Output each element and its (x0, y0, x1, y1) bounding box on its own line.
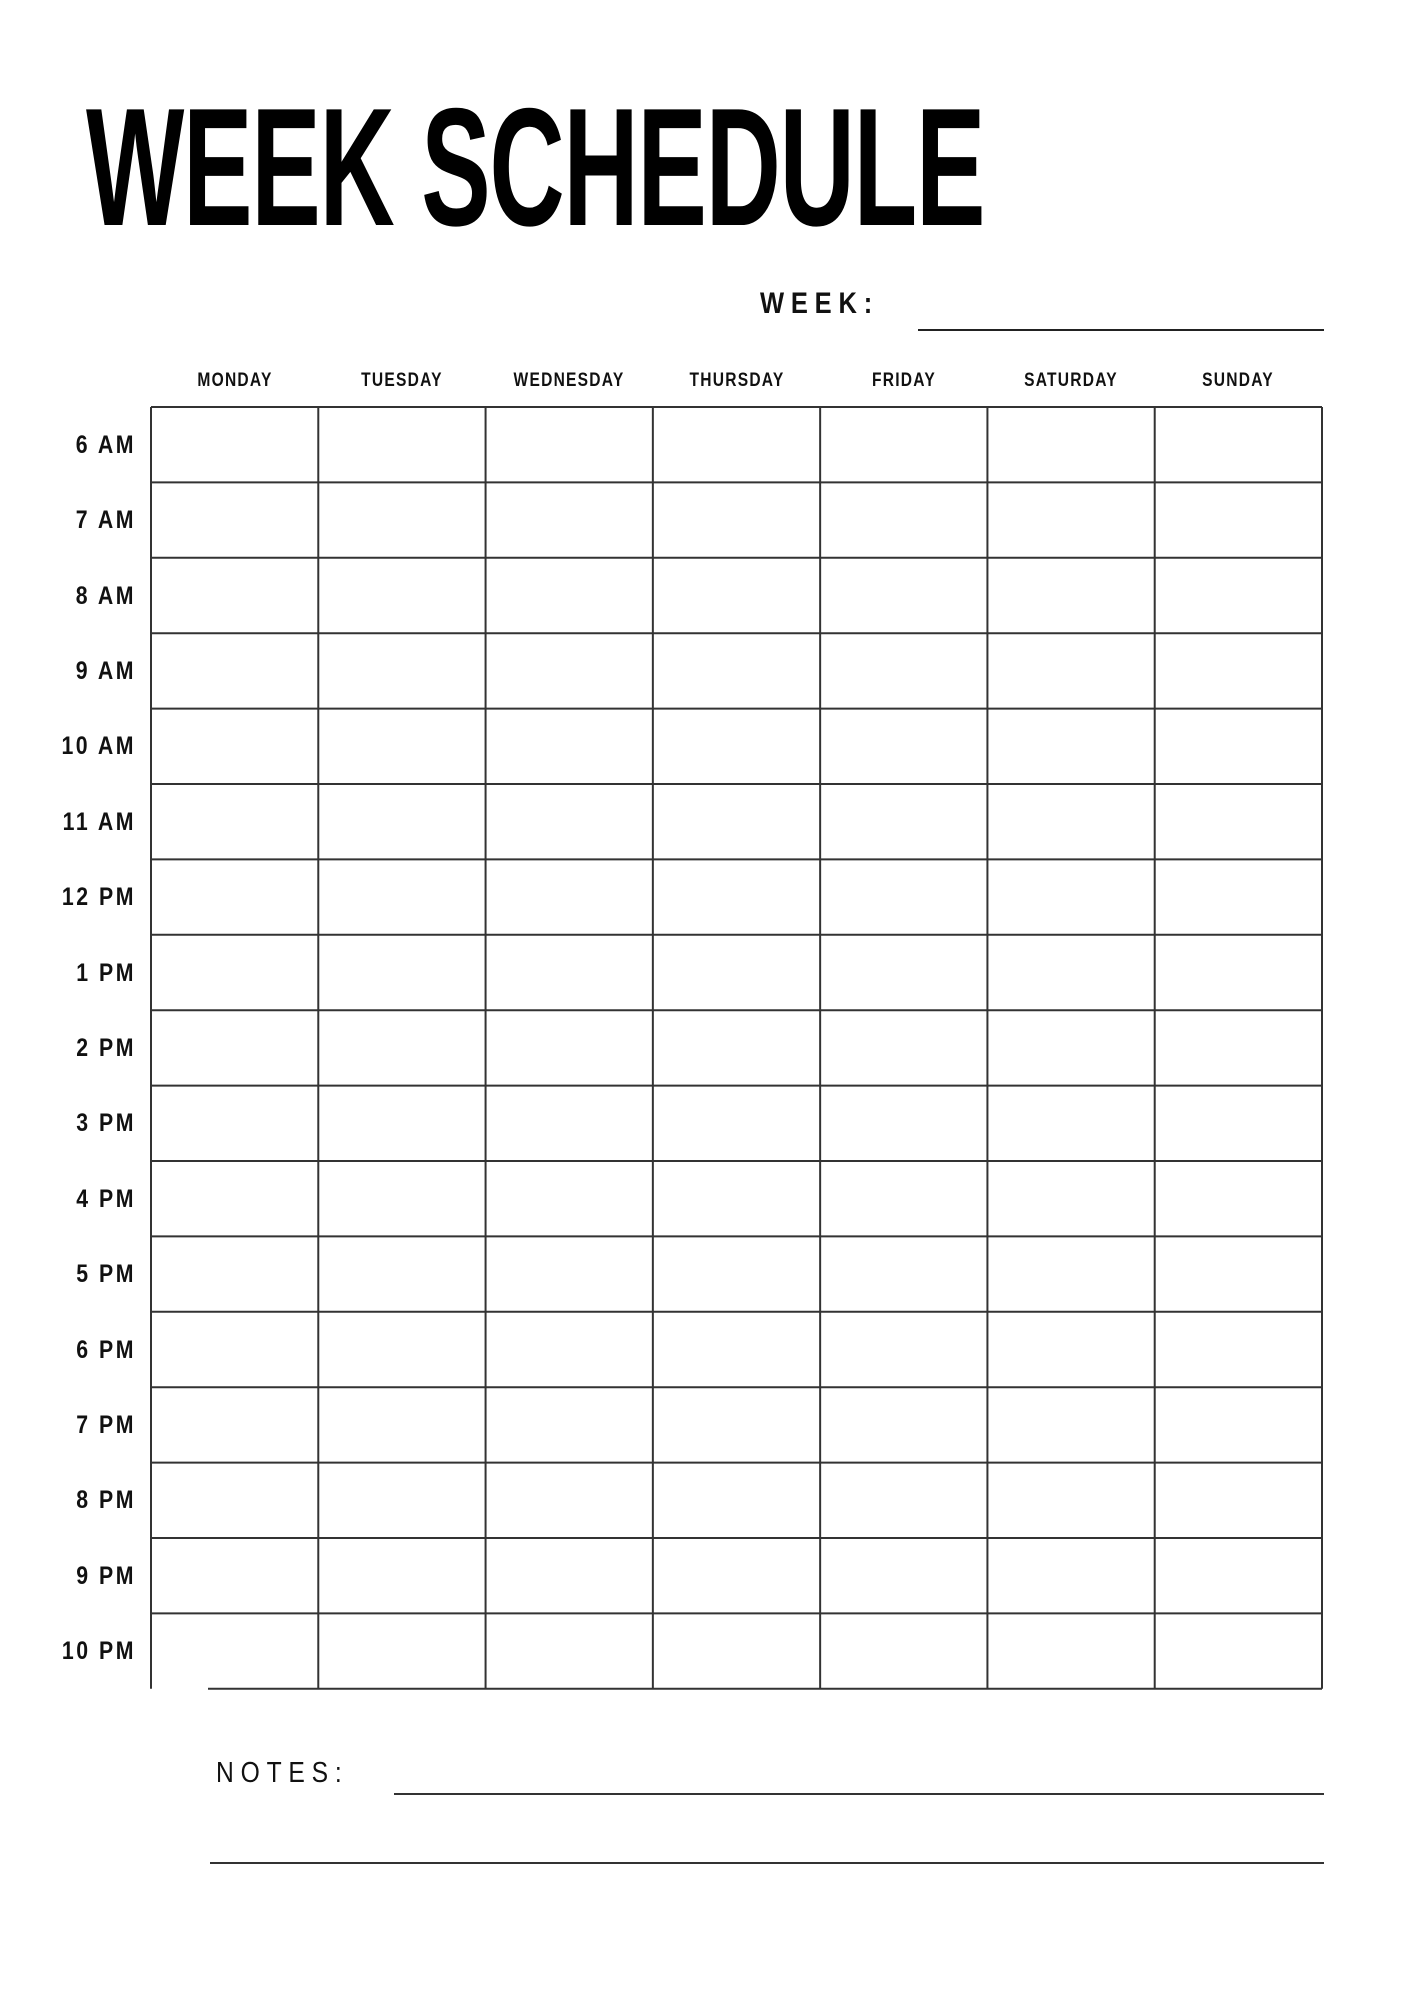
schedule-cell[interactable] (487, 1313, 652, 1386)
schedule-cell[interactable] (1156, 1313, 1321, 1386)
schedule-cell[interactable] (152, 1614, 317, 1687)
schedule-cell[interactable] (821, 860, 986, 933)
day-header-thursday: THURSDAY (689, 370, 784, 391)
schedule-cell[interactable] (319, 559, 484, 632)
schedule-cell[interactable] (821, 408, 986, 481)
schedule-cell[interactable] (821, 1237, 986, 1310)
schedule-cell[interactable] (654, 1087, 819, 1160)
time-label: 5 PM (76, 1260, 136, 1289)
time-label: 9 AM (75, 656, 136, 685)
schedule-cell[interactable] (487, 634, 652, 707)
day-header-sunday: SUNDAY (1202, 370, 1275, 391)
schedule-cell[interactable] (319, 1614, 484, 1687)
schedule-cell[interactable] (152, 710, 317, 783)
time-label: 4 PM (76, 1184, 136, 1213)
schedule-cell[interactable] (988, 710, 1153, 783)
schedule-cell[interactable] (988, 634, 1153, 707)
schedule-cell[interactable] (1156, 1539, 1321, 1612)
schedule-cell[interactable] (821, 1011, 986, 1084)
schedule-cell[interactable] (654, 1237, 819, 1310)
schedule-cell[interactable] (1156, 1464, 1321, 1537)
schedule-cell[interactable] (152, 559, 317, 632)
schedule-cell[interactable] (152, 1087, 317, 1160)
schedule-cell[interactable] (1156, 860, 1321, 933)
time-label: 12 PM (61, 883, 136, 912)
schedule-cell[interactable] (152, 483, 317, 556)
schedule-cell[interactable] (988, 860, 1153, 933)
schedule-cell[interactable] (152, 1313, 317, 1386)
schedule-cell[interactable] (988, 1011, 1153, 1084)
schedule-cell[interactable] (988, 1614, 1153, 1687)
schedule-cell[interactable] (654, 1539, 819, 1612)
schedule-cell[interactable] (152, 1162, 317, 1235)
schedule-cell[interactable] (487, 1162, 652, 1235)
schedule-cell[interactable] (487, 1087, 652, 1160)
schedule-cell[interactable] (821, 1162, 986, 1235)
schedule-cell[interactable] (487, 860, 652, 933)
schedule-cell[interactable] (821, 1464, 986, 1537)
schedule-cell[interactable] (1156, 483, 1321, 556)
schedule-cell[interactable] (988, 1388, 1153, 1461)
schedule-cell[interactable] (988, 1087, 1153, 1160)
schedule-cell[interactable] (487, 408, 652, 481)
schedule-cell[interactable] (1156, 1087, 1321, 1160)
schedule-cell[interactable] (654, 408, 819, 481)
schedule-cell[interactable] (988, 1162, 1153, 1235)
schedule-cell[interactable] (152, 634, 317, 707)
schedule-cell[interactable] (487, 1464, 652, 1537)
schedule-cell[interactable] (821, 1388, 986, 1461)
schedule-cell[interactable] (487, 1237, 652, 1310)
schedule-cell[interactable] (821, 634, 986, 707)
time-label: 8 PM (76, 1486, 136, 1515)
schedule-cell[interactable] (654, 483, 819, 556)
day-header-monday: MONDAY (197, 370, 273, 391)
notes-label: NOTES: (216, 1757, 349, 1789)
schedule-cell[interactable] (1156, 408, 1321, 481)
schedule-cell[interactable] (487, 1011, 652, 1084)
schedule-cell[interactable] (654, 936, 819, 1009)
schedule-cell[interactable] (319, 860, 484, 933)
time-label: 11 AM (62, 807, 136, 836)
time-label: 9 PM (76, 1561, 136, 1590)
schedule-cell[interactable] (1156, 634, 1321, 707)
schedule-cell[interactable] (988, 408, 1153, 481)
schedule-cell[interactable] (487, 483, 652, 556)
schedule-cell[interactable] (319, 936, 484, 1009)
time-label: 10 AM (61, 732, 136, 761)
schedule-cell[interactable] (319, 710, 484, 783)
schedule-cell[interactable] (319, 1313, 484, 1386)
schedule-cell[interactable] (654, 1011, 819, 1084)
schedule-cell[interactable] (821, 1614, 986, 1687)
schedule-cell[interactable] (654, 1614, 819, 1687)
schedule-cell[interactable] (319, 785, 484, 858)
time-label: 8 AM (75, 581, 136, 610)
time-label: 7 PM (76, 1410, 136, 1439)
schedule-cell[interactable] (487, 936, 652, 1009)
time-label: 3 PM (76, 1109, 136, 1138)
schedule-cell[interactable] (319, 634, 484, 707)
schedule-cell[interactable] (319, 1237, 484, 1310)
schedule-cell[interactable] (1156, 1011, 1321, 1084)
time-label: 6 AM (75, 430, 136, 459)
week-label: WEEK: (760, 287, 879, 320)
day-header-saturday: SATURDAY (1024, 370, 1118, 391)
schedule-cell[interactable] (319, 408, 484, 481)
schedule-cell[interactable] (1156, 559, 1321, 632)
time-label: 10 PM (61, 1637, 136, 1666)
schedule-cell[interactable] (654, 1313, 819, 1386)
day-header-tuesday: TUESDAY (361, 370, 443, 391)
schedule-cell[interactable] (988, 483, 1153, 556)
schedule-cell[interactable] (821, 936, 986, 1009)
schedule-cell[interactable] (319, 1011, 484, 1084)
schedule-cell[interactable] (654, 1388, 819, 1461)
time-label: 6 PM (76, 1335, 136, 1364)
schedule-cell[interactable] (1156, 1237, 1321, 1310)
schedule-cell[interactable] (1156, 785, 1321, 858)
schedule-cell[interactable] (319, 483, 484, 556)
schedule-cell[interactable] (654, 1162, 819, 1235)
schedule-cell[interactable] (1156, 1162, 1321, 1235)
schedule-cell[interactable] (821, 1313, 986, 1386)
schedule-cell[interactable] (988, 1539, 1153, 1612)
schedule-cell[interactable] (654, 710, 819, 783)
schedule-cell[interactable] (654, 860, 819, 933)
schedule-cell[interactable] (1156, 936, 1321, 1009)
schedule-cell[interactable] (152, 408, 317, 481)
schedule-cell[interactable] (654, 634, 819, 707)
schedule-cell[interactable] (319, 1539, 484, 1612)
schedule-cell[interactable] (152, 936, 317, 1009)
day-header-friday: FRIDAY (871, 370, 936, 391)
schedule-cell[interactable] (487, 559, 652, 632)
schedule-cell[interactable] (988, 1313, 1153, 1386)
day-header-wednesday: WEDNESDAY (513, 370, 625, 391)
schedule-cell[interactable] (654, 785, 819, 858)
notes-line-1[interactable] (394, 1793, 1324, 1795)
schedule-cell[interactable] (821, 710, 986, 783)
page-title: WEEK SCHEDULE (86, 73, 985, 261)
time-label: 1 PM (76, 958, 136, 987)
schedule-cell[interactable] (152, 1237, 317, 1310)
schedule-cell[interactable] (152, 785, 317, 858)
schedule-cell[interactable] (988, 936, 1153, 1009)
schedule-cell[interactable] (487, 710, 652, 783)
schedule-cell[interactable] (487, 1614, 652, 1687)
time-label: 7 AM (75, 506, 136, 535)
schedule-cell[interactable] (654, 1464, 819, 1537)
schedule-cell[interactable] (988, 785, 1153, 858)
schedule-cell[interactable] (821, 559, 986, 632)
schedule-cell[interactable] (1156, 1614, 1321, 1687)
schedule-cell[interactable] (821, 1087, 986, 1160)
schedule-cell[interactable] (152, 1464, 317, 1537)
schedule-cell[interactable] (654, 559, 819, 632)
schedule-cell[interactable] (1156, 1388, 1321, 1461)
schedule-cell[interactable] (152, 1388, 317, 1461)
schedule-cell[interactable] (152, 1539, 317, 1612)
time-label: 2 PM (76, 1033, 136, 1062)
schedule-cell[interactable] (821, 785, 986, 858)
schedule-cell[interactable] (487, 1388, 652, 1461)
schedule-cell[interactable] (988, 1237, 1153, 1310)
schedule-cell[interactable] (152, 1011, 317, 1084)
notes-line-2[interactable] (210, 1862, 1324, 1864)
schedule-cell[interactable] (319, 1162, 484, 1235)
schedule-cell[interactable] (487, 785, 652, 858)
schedule-cell[interactable] (319, 1087, 484, 1160)
schedule-cell[interactable] (319, 1464, 484, 1537)
schedule-cell[interactable] (319, 1388, 484, 1461)
schedule-cell[interactable] (487, 1539, 652, 1612)
schedule-cell[interactable] (988, 559, 1153, 632)
schedule-cell[interactable] (821, 483, 986, 556)
schedule-cell[interactable] (821, 1539, 986, 1612)
schedule-cell[interactable] (1156, 710, 1321, 783)
schedule-cell[interactable] (988, 1464, 1153, 1537)
schedule-cell[interactable] (152, 860, 317, 933)
